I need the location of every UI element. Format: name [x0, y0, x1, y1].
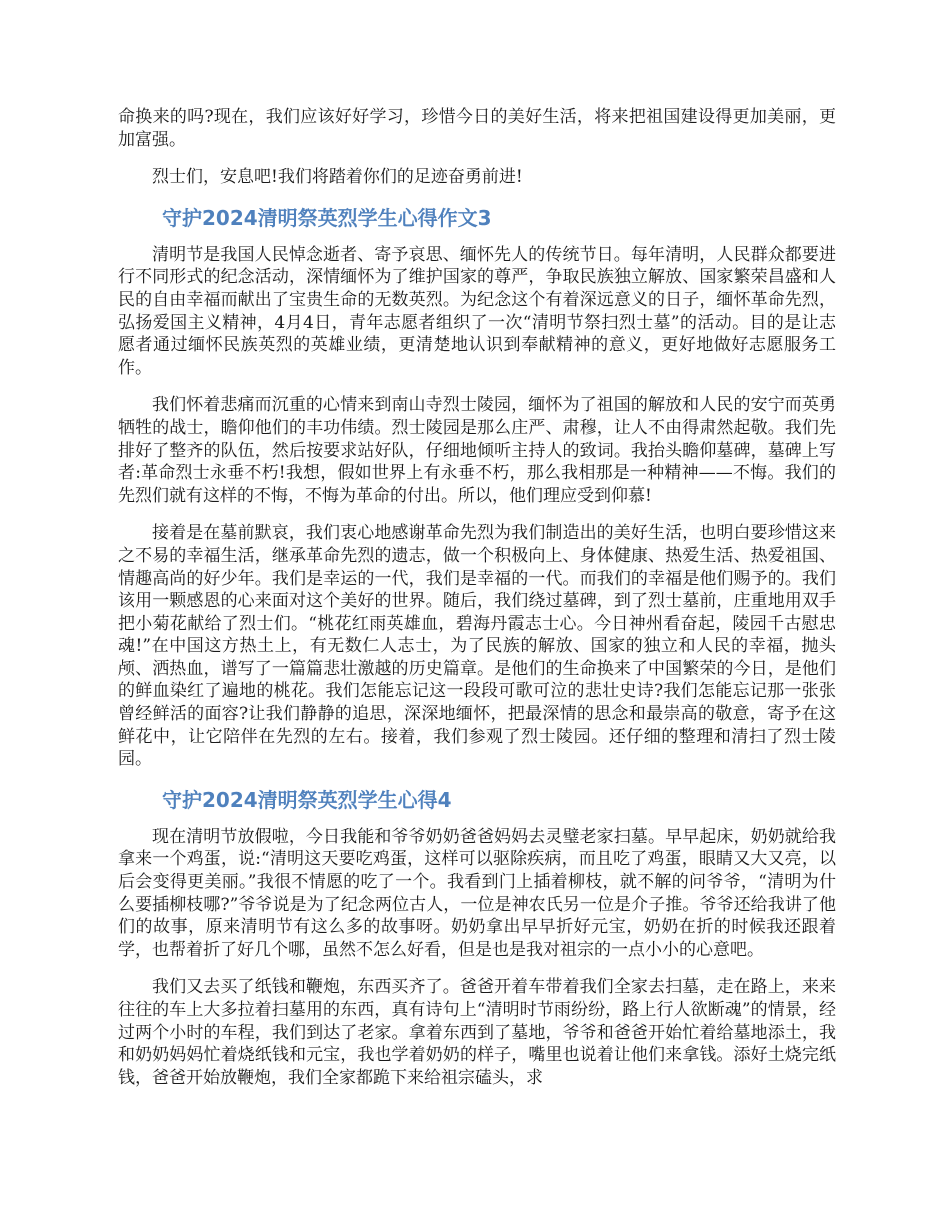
paragraph-farewell: 烈士们，安息吧!我们将踏着你们的足迹奋勇前进!	[152, 167, 523, 188]
paragraph-tomb-sweeping: 我们又去买了纸钱和鞭炮，东西买齐了。爸爸开着车带着我们全家去扫墓，走在路上，来来往往的车上大多拉着扫墓用的东西，真有诗句上“清明时节雨纷纷，路上行人欲断魂”的情景，经过两个小时的车程，我们到达了老家。拿着东西到了墓地，爷爷和爸爸开始忙着给墓地添土，我和奶奶妈妈忙着烧纸钱和元宝，我也学着奶奶的样子，嘴里也说着让他们来拿钱。添好土烧完纸钱，爸爸开始放鞭炮，我们全家都跪下来给祖宗磕头，求	[118, 977, 836, 1088]
paragraph-continued: 命换来的吗?现在，我们应该好好学习，珍惜今日的美好生活，将来把祖国建设得更加美丽，更加富强。	[118, 107, 836, 150]
paragraph-holiday-morning: 现在清明节放假啦，今日我能和爷爷奶奶爸爸妈妈去灵璧老家扫墓。早早起床，奶奶就给我拿来一个鸡蛋，说:“清明这天要吃鸡蛋，这样可以驱除疾病，而且吃了鸡蛋，眼睛又大又亮，以后会变得更美丽。”我很不情愿的吃了一个。我看到门上插着柳枝，就不解的问爷爷，“清明为什么要插柳枝哪?”爷爷说是为了纪念两位古人，一位是神农氏另一位是介子推。爷爷还给我讲了他们的故事，原来清明节有这么多的故事呀。奶奶拿出早早折好元宝，奶奶在折的时候我还跟着学，也帮着折了好几个哪，虽然不怎么好看，但是也是我对祖宗的一点小小的心意吧。	[118, 826, 836, 960]
paragraph-intro-qingming: 清明节是我国人民悼念逝者、寄予哀思、缅怀先人的传统节日。每年清明，人民群众都要进行不同形式的纪念活动，深情缅怀为了维护国家的尊严，争取民族独立解放、国家繁荣昌盛和人民的自由幸福而献出了宝贵生命的无数英烈。为纪念这个有着深远意义的日子，缅怀革命先烈，弘扬爱国主义精神，4月4日，青年志愿者组织了一次“清明节祭扫烈士墓”的活动。目的是让志愿者通过缅怀民族英烈的英雄业绩，更清楚地认识到奉献精神的意义，更好地做好志愿服务工作。	[118, 244, 836, 378]
section-heading-3: 守护2024清明祭英烈学生心得作文3	[162, 205, 492, 230]
paragraph-silent-tribute: 接着是在墓前默哀，我们衷心地感谢革命先烈为我们制造出的美好生活，也明白要珍惜这来之不易的幸福生活，继承革命先烈的遗志，做一个积极向上、身体健康、热爱生活、热爱祖国、情趣高尚的好少年。我们是幸运的一代，我们是幸福的一代。而我们的幸福是他们赐予的。我们该用一颗感恩的心来面对这个美好的世界。随后，我们绕过墓碑，到了烈士墓前，庄重地用双手把小菊花献给了烈士们。“桃花红雨英雄血，碧海丹霞志士心。今日神州看奋起，陵园千古慰忠魂!”在中国这方热土上，有无数仁人志士，为了民族的解放、国家的独立和人民的幸福，抛头颅、洒热血，谱写了一篇篇悲壮激越的历史篇章。是他们的生命换来了中国繁荣的今日，是他们的鲜血染红了遍地的桃花。我们怎能忘记这一段段可歌可泣的悲壮史诗?我们怎能忘记那一张张曾经鲜活的面容?让我们静静的追思，深深地缅怀，把最深情的思念和最崇高的敬意，寄予在这鲜花中，让它陪伴在先烈的左右。接着，我们参观了烈士陵园。还仔细的整理和清扫了烈士陵园。	[118, 523, 836, 770]
paragraph-cemetery-visit: 我们怀着悲痛而沉重的心情来到南山寺烈士陵园，缅怀为了祖国的解放和人民的安宁而英勇牺牲的战士，瞻仰他们的丰功伟绩。烈士陵园是那么庄严、肃穆，让人不由得肃然起敬。我们先排好了整齐的队伍，然后按要求站好队，仔细地倾听主持人的致词。我抬头瞻仰墓碑，墓碑上写者:革命烈士永垂不朽!我想，假如世界上有永垂不朽，那么我相那是一种精神——不悔。我们的先烈们就有这样的不悔，不悔为革命的付出。所以，他们理应受到仰慕!	[118, 395, 836, 506]
section-heading-4: 守护2024清明祭英烈学生心得4	[162, 787, 452, 812]
document-body	[118, 106, 836, 1104]
